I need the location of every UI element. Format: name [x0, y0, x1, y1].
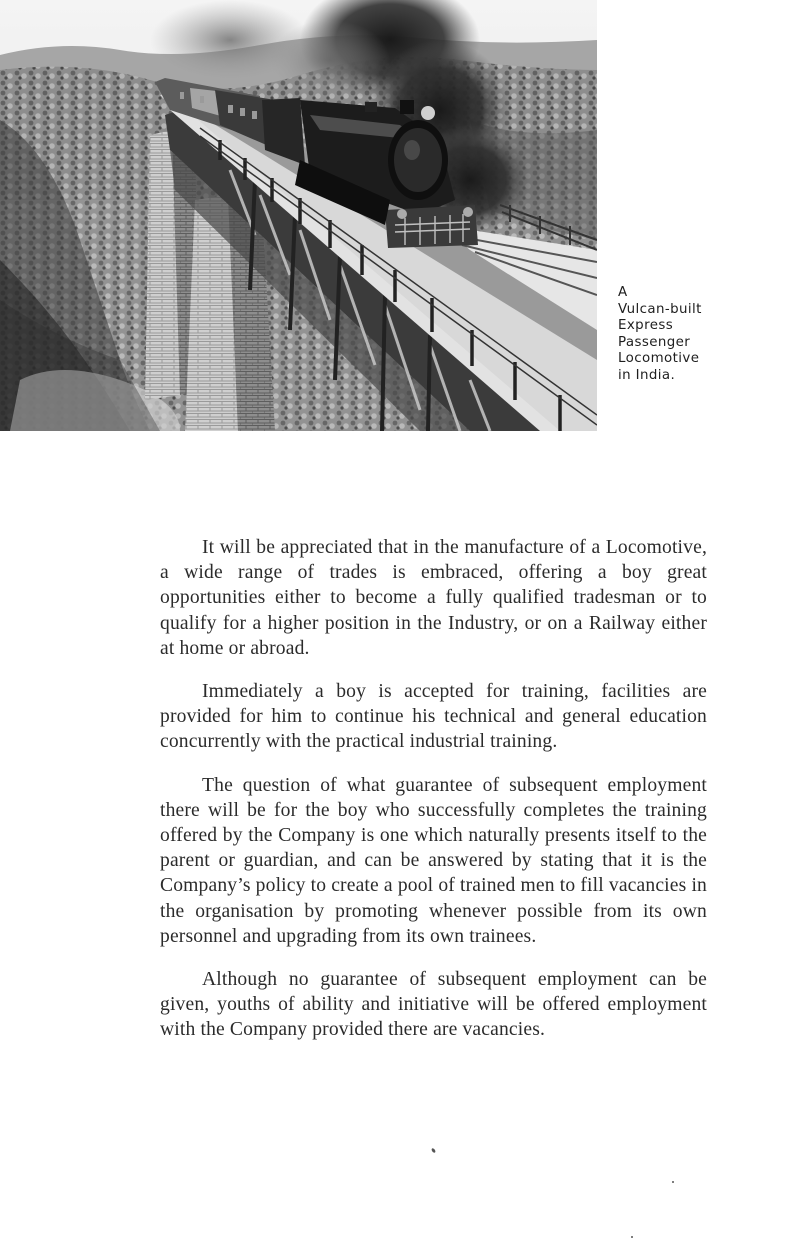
paragraph-vacancies: Although no guarantee of subsequent employment can be given, youths of ability and initiative will be offered employment with the Company provided there are vacancies.: [160, 969, 707, 1041]
locomotive-photo: [0, 0, 597, 431]
photo-caption: [618, 285, 798, 385]
caption-line: A: [618, 285, 628, 300]
caption-line: Passenger: [618, 334, 691, 350]
caption-line: in India.: [618, 367, 676, 383]
paragraph-employment-guarantee: The question of what guarantee of subsequent employment there will be for the boy who successfully completes the training offered by the Company is one which naturally presents itself to the parent or guardian, and can be answered by stating that it is the Company’s policy to create a pool of trained men to fill vacancies in the organisation by promoting whenever possible from its own personnel and upgrading from its own trainees.: [160, 774, 707, 947]
caption-line: Express: [618, 318, 674, 334]
scan-speck: [431, 1148, 436, 1154]
body-text: [160, 535, 707, 1061]
caption-line: Locomotive: [618, 351, 700, 367]
photo-steam-locomotive-on-bridge-icon: [0, 0, 597, 431]
caption-line: Vulcan-built: [618, 301, 702, 317]
paragraph-education: Immediately a boy is accepted for training, facilities are provided for him to continue his technical and general education concurrently with the practical industrial training.: [160, 681, 707, 753]
scan-speck: [631, 1236, 633, 1238]
paragraph-trades: It will be appreciated that in the manufacture of a Locomotive, a wide range of trades is embraced, offering a boy great opportunities either to become a fully qualified tradesman or to qualify for a higher position in the Industry, or on a Railway either at home or abroad.: [160, 537, 707, 659]
scan-speck: [672, 1181, 674, 1183]
